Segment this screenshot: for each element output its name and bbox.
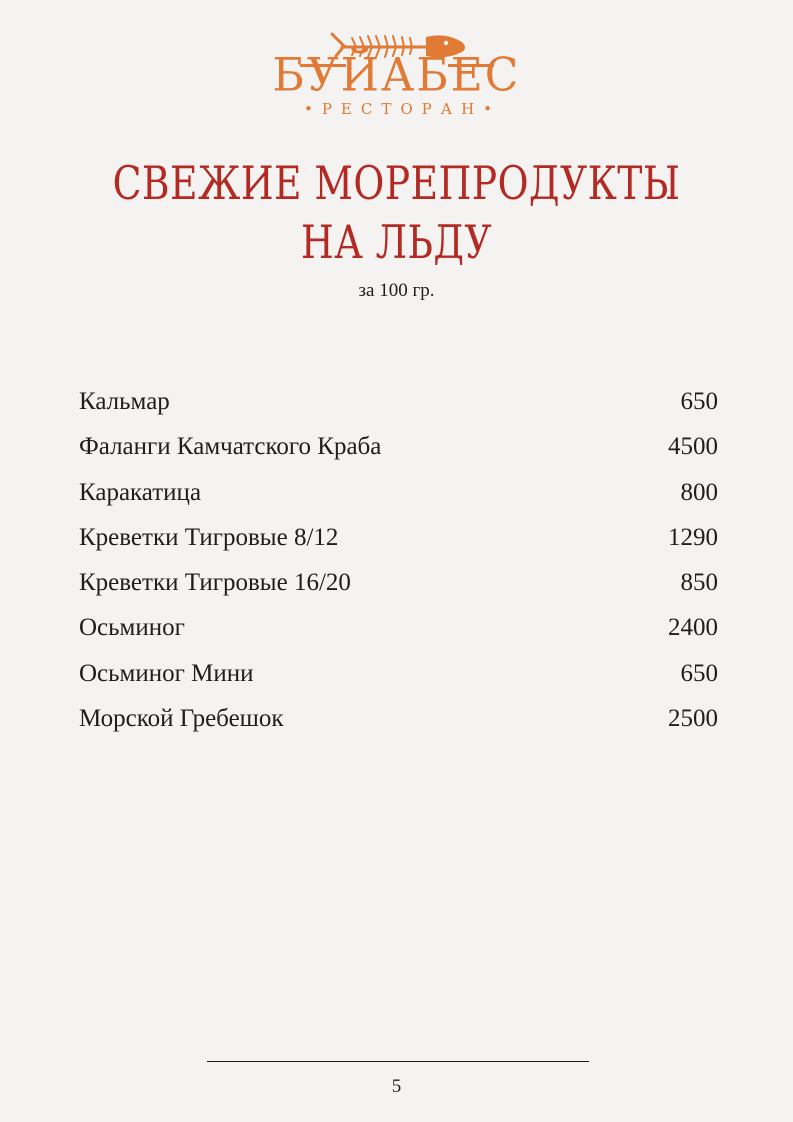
menu-item-price: 800 bbox=[680, 478, 718, 506]
menu-item-name: Каракатица bbox=[79, 478, 202, 506]
page-number: 5 bbox=[391, 1076, 402, 1097]
menu-item-name: Фаланги Камчатского Краба bbox=[79, 433, 382, 461]
menu-item bbox=[79, 429, 718, 474]
menu-item-name: Осьминог bbox=[79, 614, 185, 642]
menu-item bbox=[79, 384, 718, 429]
menu-item bbox=[79, 656, 718, 701]
menu-item-name: Креветки Тигровые 8/12 bbox=[79, 523, 339, 551]
menu-item bbox=[79, 520, 718, 565]
menu-item-price: 2400 bbox=[668, 614, 718, 642]
menu-item-price: 850 bbox=[680, 569, 718, 597]
menu-item-price: 2500 bbox=[668, 705, 718, 733]
menu-item-name: Морской Гребешок bbox=[79, 705, 284, 733]
menu-item-price: 650 bbox=[680, 659, 718, 687]
menu-item-price: 650 bbox=[680, 388, 718, 415]
menu-item-name: Кальмар bbox=[79, 388, 170, 415]
page-title-line-2: НА ЛЬДУ bbox=[300, 215, 493, 269]
menu-item-name: Креветки Тигровые 16/20 bbox=[79, 569, 351, 597]
logo-subtitle: •РЕСТОРАН• bbox=[303, 100, 502, 118]
restaurant-logo bbox=[0, 30, 793, 120]
footer-divider bbox=[207, 1061, 589, 1062]
page-title-line-1: СВЕЖИЕ МОРЕПРОДУКТЫ bbox=[112, 156, 681, 210]
menu-item bbox=[79, 565, 718, 610]
logo-name: БУЙАБЕС bbox=[272, 48, 521, 103]
menu-item bbox=[79, 701, 718, 746]
unit-subtitle: за 100 гр. bbox=[358, 280, 435, 301]
menu-item-price: 4500 bbox=[668, 433, 718, 461]
menu-item bbox=[79, 475, 718, 520]
menu-list bbox=[79, 384, 718, 746]
menu-item-name: Осьминог Мини bbox=[79, 659, 254, 687]
menu-item-price: 1290 bbox=[668, 523, 718, 551]
menu-item bbox=[79, 610, 718, 655]
